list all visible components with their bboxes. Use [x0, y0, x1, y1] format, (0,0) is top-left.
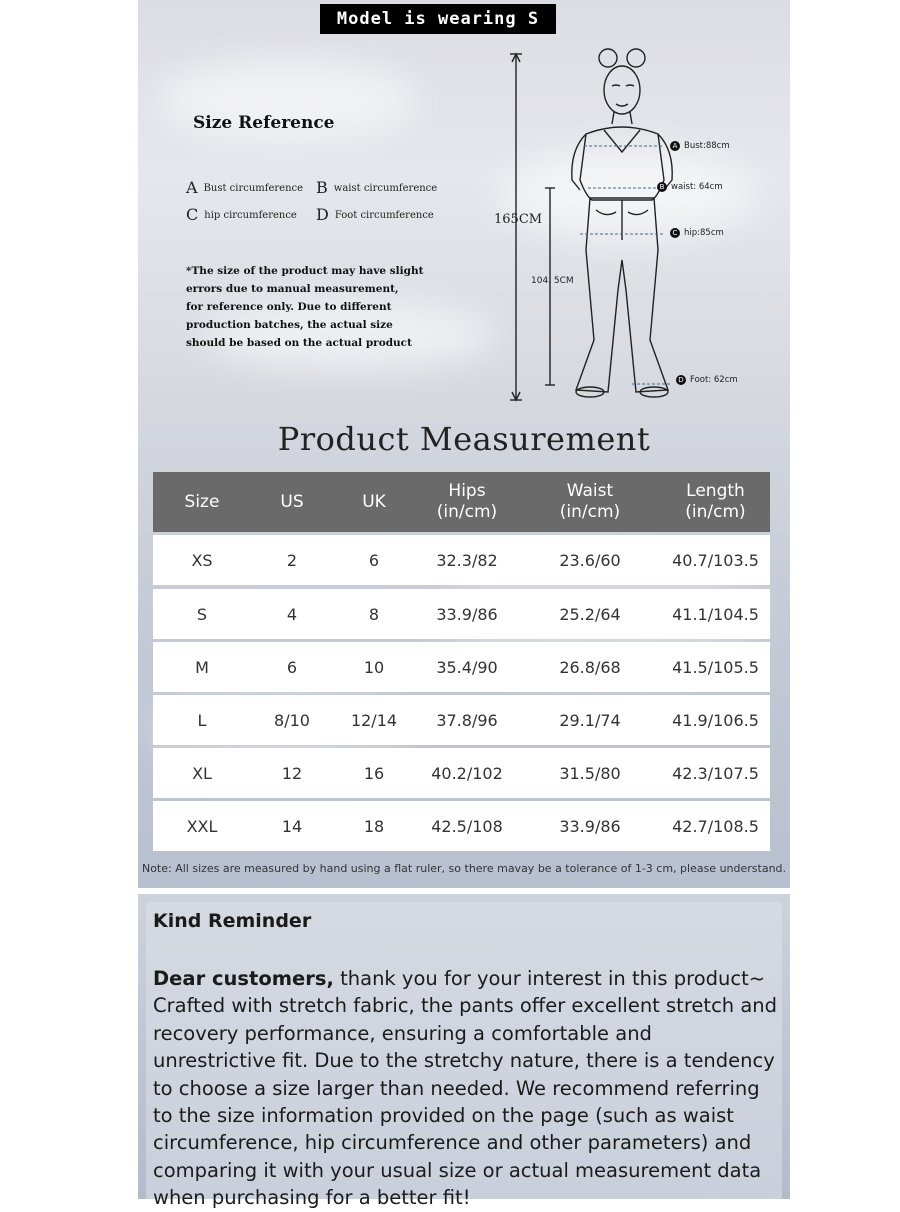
- cell-us: 14: [281, 816, 303, 836]
- cell-us: 2: [286, 550, 298, 570]
- legend-letter: D: [316, 205, 329, 224]
- cell-uk: 12/14: [350, 710, 398, 730]
- table-row: [153, 748, 770, 798]
- model-height-label: 165CM: [494, 212, 543, 227]
- cell-length: 41.9/106.5: [672, 710, 759, 730]
- cell-waist: 23.6/60: [559, 550, 621, 570]
- cell-waist: 26.8/68: [559, 657, 621, 677]
- bust-measurement: [670, 141, 730, 151]
- legend-label: waist circumference: [333, 183, 438, 194]
- cell-hips: 33.9/86: [436, 604, 498, 624]
- table-row: [153, 589, 770, 639]
- kind-reminder-lead: Dear customers,: [153, 967, 334, 990]
- hip-measurement: [670, 228, 724, 238]
- cell-size: XS: [191, 550, 213, 570]
- cell-us: 8/10: [274, 710, 310, 730]
- waist-measurement: [657, 182, 723, 192]
- legend-label: Foot circumference: [334, 210, 434, 221]
- cell-uk: 16: [363, 763, 385, 783]
- cell-uk: 10: [363, 657, 385, 677]
- legend-letter: A: [186, 178, 198, 197]
- measurement-label: hip:85cm: [684, 228, 724, 238]
- measurement-label: waist: 64cm: [671, 182, 723, 192]
- header-uk: UK: [362, 491, 386, 512]
- cell-uk: 18: [363, 816, 385, 836]
- table-row: [153, 695, 770, 745]
- cell-hips: 42.5/108: [431, 816, 503, 836]
- legend-letter: C: [186, 205, 199, 224]
- marker-letter: C: [670, 228, 680, 238]
- cell-size: S: [196, 604, 208, 624]
- legend-label: hip circumference: [204, 210, 297, 221]
- kind-reminder-text: [153, 965, 778, 1212]
- cell-waist: 31.5/80: [559, 763, 621, 783]
- marker-letter: D: [676, 375, 686, 385]
- table-row: [153, 801, 770, 851]
- cell-length: 40.7/103.5: [672, 550, 759, 570]
- cell-size: XL: [192, 763, 212, 783]
- cell-hips: 32.3/82: [436, 550, 498, 570]
- legend-label: Bust circumference: [203, 183, 304, 194]
- size-reference-title: Size Reference: [193, 113, 335, 133]
- legend-item-bust: [186, 178, 303, 197]
- legend-item-hip: [186, 205, 297, 224]
- measurement-disclaimer: *The size of the product may have slight errors due to manual measurement, for reference only. Due to different production batches, the actual size should be based on the actual product: [186, 265, 424, 349]
- cell-length: 41.1/104.5: [672, 604, 759, 624]
- table-row: [153, 642, 770, 692]
- cell-uk: 6: [368, 550, 380, 570]
- inseam-length-label: 104. 5CM: [531, 276, 574, 286]
- header-size: Size: [184, 491, 220, 512]
- measurement-label: Bust:88cm: [684, 141, 730, 151]
- marker-letter: B: [657, 182, 667, 192]
- header-waist: Waist (in/cm): [559, 481, 621, 522]
- cell-length: 42.3/107.5: [672, 763, 759, 783]
- table-header: [153, 472, 770, 532]
- cell-uk: 8: [368, 604, 380, 624]
- cell-us: 6: [286, 657, 298, 677]
- legend-letter: B: [316, 178, 328, 197]
- cell-length: 41.5/105.5: [672, 657, 759, 677]
- cell-hips: 35.4/90: [436, 657, 498, 677]
- cell-waist: 25.2/64: [559, 604, 621, 624]
- cell-size: M: [195, 657, 209, 677]
- cell-us: 12: [281, 763, 303, 783]
- marker-letter: A: [670, 141, 680, 151]
- model-size-tag: Model is wearing S: [320, 4, 556, 34]
- header-hips: Hips (in/cm): [436, 481, 498, 522]
- foot-measurement: [676, 375, 738, 385]
- cell-waist: 33.9/86: [559, 816, 621, 836]
- table-row: [153, 535, 770, 585]
- legend-item-waist: [316, 178, 437, 197]
- cell-us: 4: [286, 604, 298, 624]
- cell-size: XXL: [186, 816, 218, 836]
- cell-length: 42.7/108.5: [672, 816, 759, 836]
- kind-reminder-title: Kind Reminder: [153, 910, 312, 932]
- cell-waist: 29.1/74: [559, 710, 621, 730]
- measurement-label: Foot: 62cm: [690, 375, 738, 385]
- cell-hips: 40.2/102: [431, 763, 503, 783]
- table-footnote: Note: All sizes are measured by hand using a flat ruler, so there mavay be a tolerance of 1-3 cm, please understand.: [141, 862, 787, 875]
- header-us: US: [280, 491, 304, 512]
- product-measurement-title: Product Measurement: [277, 420, 651, 458]
- legend-item-foot: [316, 205, 434, 224]
- cell-size: L: [197, 710, 207, 730]
- cell-hips: 37.8/96: [436, 710, 498, 730]
- header-length: Length (in/cm): [685, 481, 746, 522]
- kind-reminder-body: thank you for your interest in this product~ Crafted with stretch fabric, the pants offer excellent stretch and recovery performance, ensuring a comfortable and unrestrictive fit. Due to the stretchy nature, there is a tendency to choose a size larger than needed. We recommend referring to the size information provided on the page (such as waist circumference, hip circumference and other parameters) and comparing it with your usual size or actual measurement data when purchasing for a better fit!: [153, 967, 778, 1210]
